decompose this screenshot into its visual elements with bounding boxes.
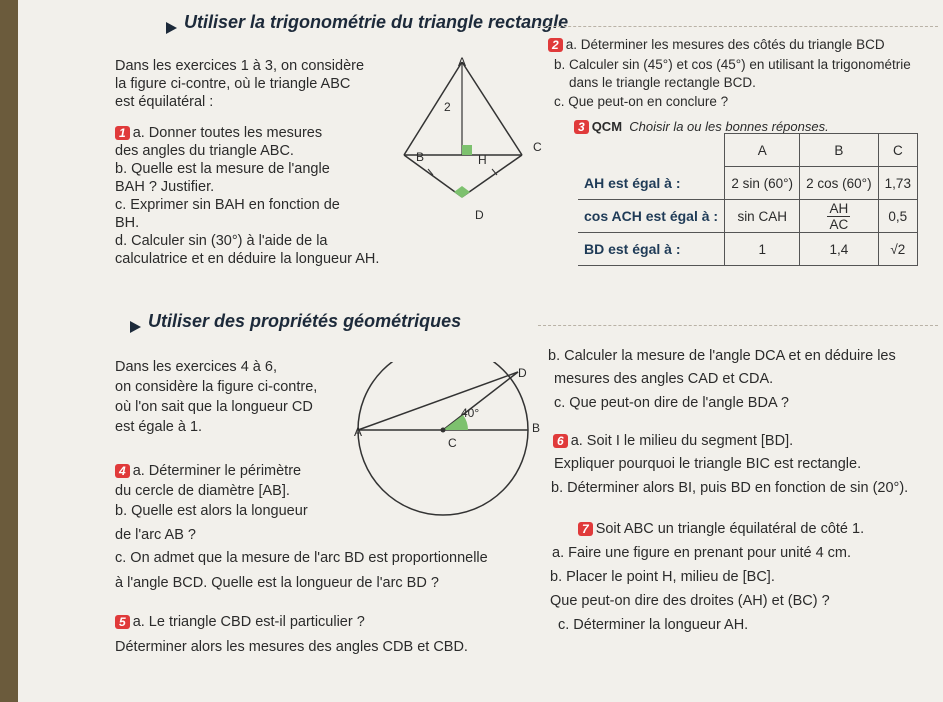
qcm-question: BD est égal à : bbox=[578, 233, 725, 266]
intro-line: on considère la figure ci-contre, bbox=[115, 379, 318, 395]
textbook-page bbox=[18, 0, 943, 702]
qcm-question: cos ACH est égal à : bbox=[578, 200, 725, 233]
ex7-line: a. Faire une figure en prenant pour unité 4 cm. bbox=[552, 545, 852, 561]
table-row bbox=[578, 233, 918, 266]
point-label: A bbox=[354, 425, 363, 439]
exercise-number-badge: 7 bbox=[578, 522, 593, 536]
column-header: B bbox=[800, 134, 879, 167]
section1-title: Utiliser la trigonométrie du triangle rectangle bbox=[184, 12, 569, 32]
ex2-line: 2 a. Déterminer les mesures des côtés du triangle BCD bbox=[548, 36, 885, 54]
ex5-line: Déterminer alors les mesures des angles CDB et CBD. bbox=[115, 639, 468, 655]
exercise-number-badge: 4 bbox=[115, 464, 130, 478]
ex4-continued-line: b. Calculer la mesure de l'angle DCA et en déduire les bbox=[548, 348, 896, 364]
qcm-heading: 3 QCM Choisir la ou les bonnes réponses. bbox=[574, 118, 829, 136]
section-arrow-icon bbox=[166, 22, 177, 34]
column-header: A bbox=[725, 134, 800, 167]
ex4-line: b. Quelle est alors la longueur bbox=[115, 503, 308, 519]
ex7-line: b. Placer le point H, milieu de [BC]. bbox=[550, 569, 775, 585]
intro-line: où l'on sait que la longueur CD bbox=[115, 399, 313, 415]
qcm-answer[interactable]: 2 sin (60°) bbox=[725, 167, 800, 200]
section-arrow-icon bbox=[130, 321, 141, 333]
ex5-line: 5 a. Le triangle CBD est-il particulier ? bbox=[115, 613, 365, 631]
intro-line: est égale à 1. bbox=[115, 419, 203, 435]
ex4-continued-line: mesures des angles CAD et CDA. bbox=[554, 371, 774, 387]
table-header-row bbox=[578, 134, 918, 167]
ex4-line: à l'angle BCD. Quelle est la longueur de l'arc BD ? bbox=[115, 575, 439, 591]
exercise-number-badge: 5 bbox=[115, 615, 130, 629]
column-header: C bbox=[878, 134, 917, 167]
section2-title: Utiliser des propriétés géométriques bbox=[148, 311, 462, 331]
ex6-line: b. Déterminer alors BI, puis BD en fonction de sin (20°). bbox=[551, 480, 909, 496]
ex7-line: Que peut-on dire des droites (AH) et (BC) ? bbox=[550, 593, 830, 609]
point-label: D bbox=[475, 208, 484, 222]
divider bbox=[538, 325, 938, 326]
ex1-line: des angles du triangle ABC. bbox=[115, 143, 294, 159]
point-label: H bbox=[478, 153, 487, 167]
ex2-line: c. Que peut-on en conclure ? bbox=[554, 94, 729, 109]
ex1-line: b. Quelle est la mesure de l'angle bbox=[115, 161, 330, 177]
qcm-answer[interactable]: 1,73 bbox=[878, 167, 917, 200]
intro-line: Dans les exercices 4 à 6, bbox=[115, 359, 277, 375]
ex1-line: 1 a. Donner toutes les mesures bbox=[115, 124, 322, 142]
ex1-line: c. Exprimer sin BAH en fonction de bbox=[115, 197, 340, 213]
ex4-continued-line: c. Que peut-on dire de l'angle BDA ? bbox=[554, 395, 789, 411]
ex1-line: BH. bbox=[115, 215, 140, 231]
qcm-answer[interactable]: 2 cos (60°) bbox=[800, 167, 879, 200]
intro-line: est équilatéral : bbox=[115, 94, 214, 110]
ex6-line: 6 a. Soit I le milieu du segment [BD]. bbox=[553, 432, 793, 450]
intro-line: la figure ci-contre, où le triangle ABC bbox=[115, 76, 351, 92]
ex2-line: b. Calculer sin (45°) et cos (45°) en utilisant la trigonométrie bbox=[554, 57, 911, 72]
angle-label: 40° bbox=[461, 406, 480, 420]
qcm-table bbox=[578, 133, 918, 266]
qcm-answer[interactable]: 1 bbox=[725, 233, 800, 266]
qcm-answer[interactable]: √2 bbox=[878, 233, 917, 266]
ex1-line: d. Calculer sin (30°) à l'aide de la bbox=[115, 233, 328, 249]
triangle-figure bbox=[390, 52, 540, 227]
ex4-line: du cercle de diamètre [AB]. bbox=[115, 483, 290, 499]
point-label: D bbox=[518, 366, 527, 380]
ex2-line: dans le triangle rectangle BCD. bbox=[569, 75, 756, 90]
point-label: B bbox=[416, 150, 425, 164]
ex6-line: Expliquer pourquoi le triangle BIC est rectangle. bbox=[554, 456, 862, 472]
point-label: C bbox=[448, 436, 457, 450]
table-row bbox=[578, 200, 918, 233]
ex1-line: BAH ? Justifier. bbox=[115, 179, 215, 195]
intro-line: Dans les exercices 1 à 3, on considère bbox=[115, 58, 365, 74]
qcm-answer[interactable]: sin CAH bbox=[725, 200, 800, 233]
qcm-question: AH est égal à : bbox=[578, 167, 725, 200]
side-label: 2 bbox=[444, 100, 451, 114]
ex4-line: 4 a. Déterminer le périmètre bbox=[115, 462, 301, 480]
ex7-line: c. Déterminer la longueur AH. bbox=[558, 617, 749, 633]
exercise-number-badge: 6 bbox=[553, 434, 568, 448]
ex4-line: c. On admet que la mesure de l'arc BD est proportionnelle bbox=[115, 550, 488, 566]
divider bbox=[538, 26, 938, 27]
ex4-line: de l'arc AB ? bbox=[115, 527, 196, 543]
point-label: A bbox=[458, 55, 467, 69]
ex7-line: 7 Soit ABC un triangle équilatéral de côté 1. bbox=[578, 520, 864, 538]
exercise-number-badge: 3 bbox=[574, 120, 589, 134]
exercise-number-badge: 2 bbox=[548, 38, 563, 52]
qcm-answer[interactable]: 0,5 bbox=[878, 200, 917, 233]
point-label: C bbox=[533, 140, 542, 154]
table-row bbox=[578, 167, 918, 200]
ex1-line: calculatrice et en déduire la longueur AH. bbox=[115, 251, 380, 267]
qcm-answer-fraction[interactable]: AH AC bbox=[800, 200, 879, 233]
qcm-answer[interactable]: 1,4 bbox=[800, 233, 879, 266]
exercise-number-badge: 1 bbox=[115, 126, 130, 140]
point-label: B bbox=[532, 421, 541, 435]
